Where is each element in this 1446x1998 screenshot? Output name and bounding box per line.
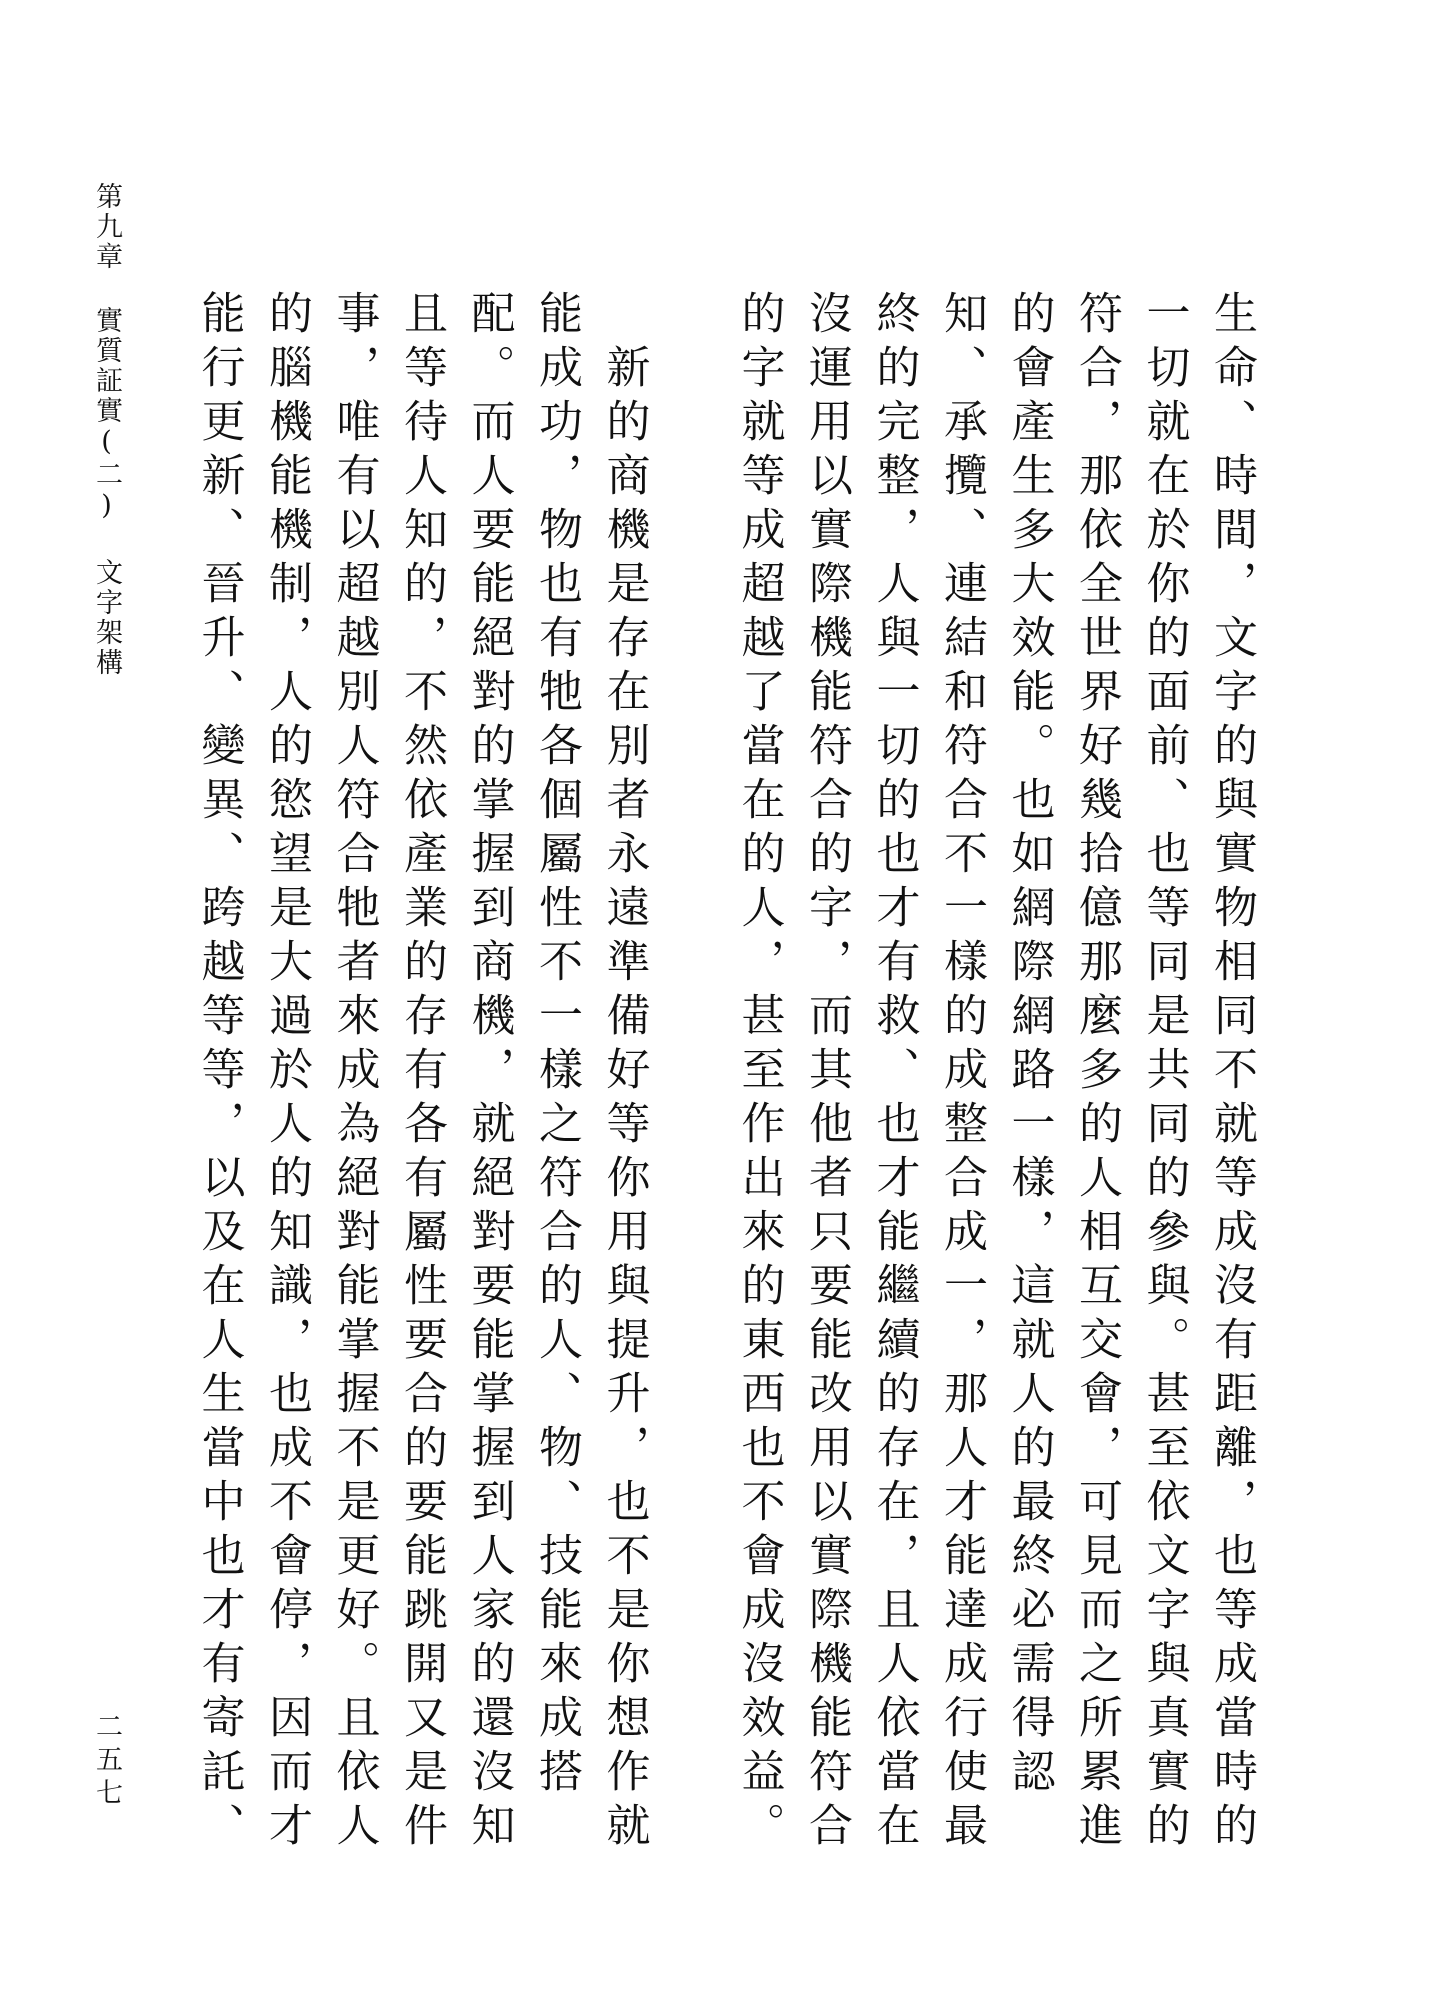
running-header [86,182,126,742]
paragraph-spacer [658,290,726,1890]
chapter-label: 第九章 [91,182,122,272]
paragraph-1: 生命、時間，文字的與實物相同不就等成沒有距離，也等成當時的一切就在於你的面前、也等同是共同的參與。甚至依文字與真實的符合，那依全世界好幾拾億那麼多的人相互交會，可見而之所累進的會產生多大效能。也如網際網路一樣，這就人的最終必需得認知、承攬、連結和符合不一樣的成整合成一，那人才能達成行使最終的完整，人與一切的也才有救、也才能繼續的存在，且人依當在沒運用以實際機能符合的字，而其他者只要能改用以實際機能符合的字就等成超越了當在的人，甚至作出來的東西也不會成沒效益。 [733,290,1257,1856]
section-title: 實質証實(二) [91,306,122,524]
subsection-title: 文字架構 [91,558,122,678]
body-text [185,290,1265,1890]
paragraph-2: 新的商機是存在別者永遠準備好等你用與提升，也不是你想作就能成功，物也有牠各個屬性不一樣之符合的人、物、技能來成搭配。而人要能絕對的掌握到商機，就絕對要能掌握到人家的還沒知且等待人知的，不然依產業的存有各有屬性要合的要能跳開又是件事，唯有以超越別人符合牠者來成為絕對能掌握不是更好。且依人的腦機能機制，人的慾望是大過於人的知識，也成不會停，因而才能行更新、晉升、變異、跨越等等，以及在人生當中也才有寄託、 [193,290,650,1856]
page-number: 二五七 [91,1712,122,1811]
